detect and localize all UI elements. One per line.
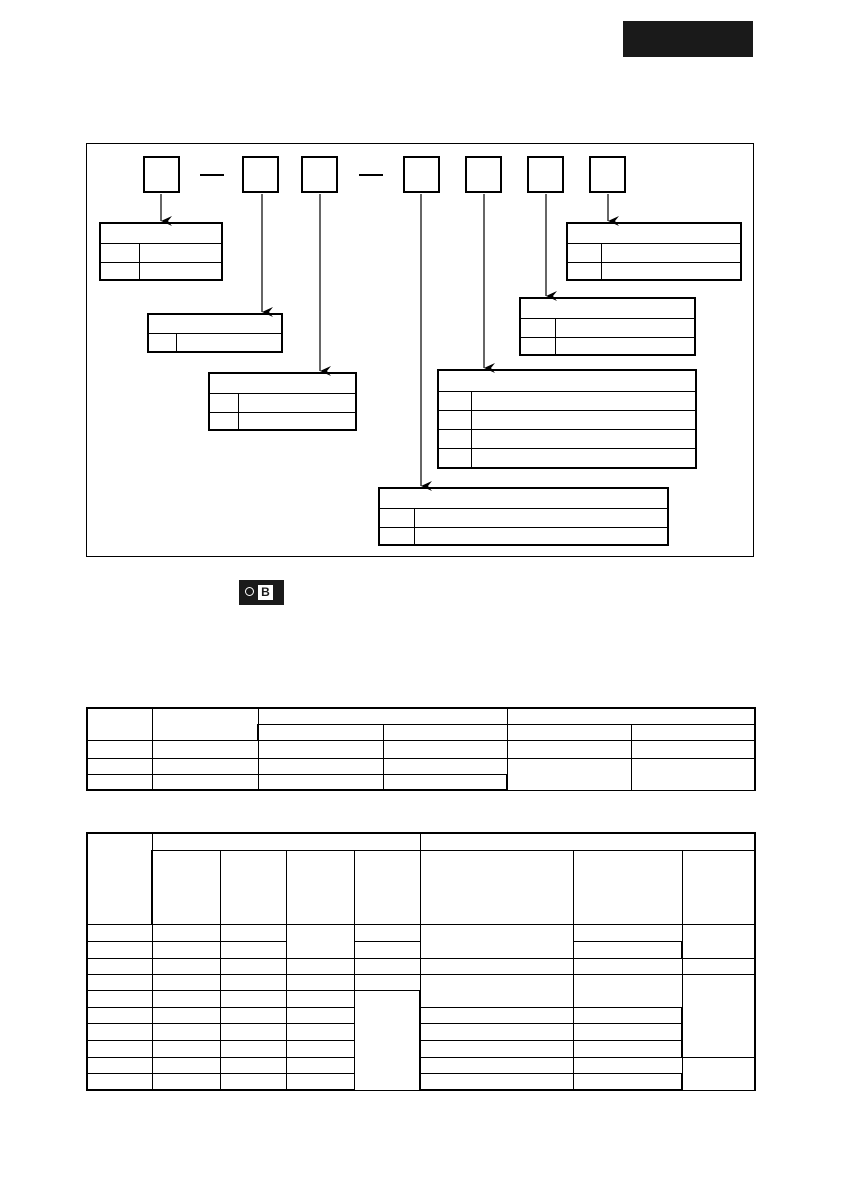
badge-letter: B <box>258 585 273 600</box>
table-1 <box>86 707 756 791</box>
table-2 <box>86 832 756 1091</box>
mounting-badge-icon <box>239 580 284 605</box>
